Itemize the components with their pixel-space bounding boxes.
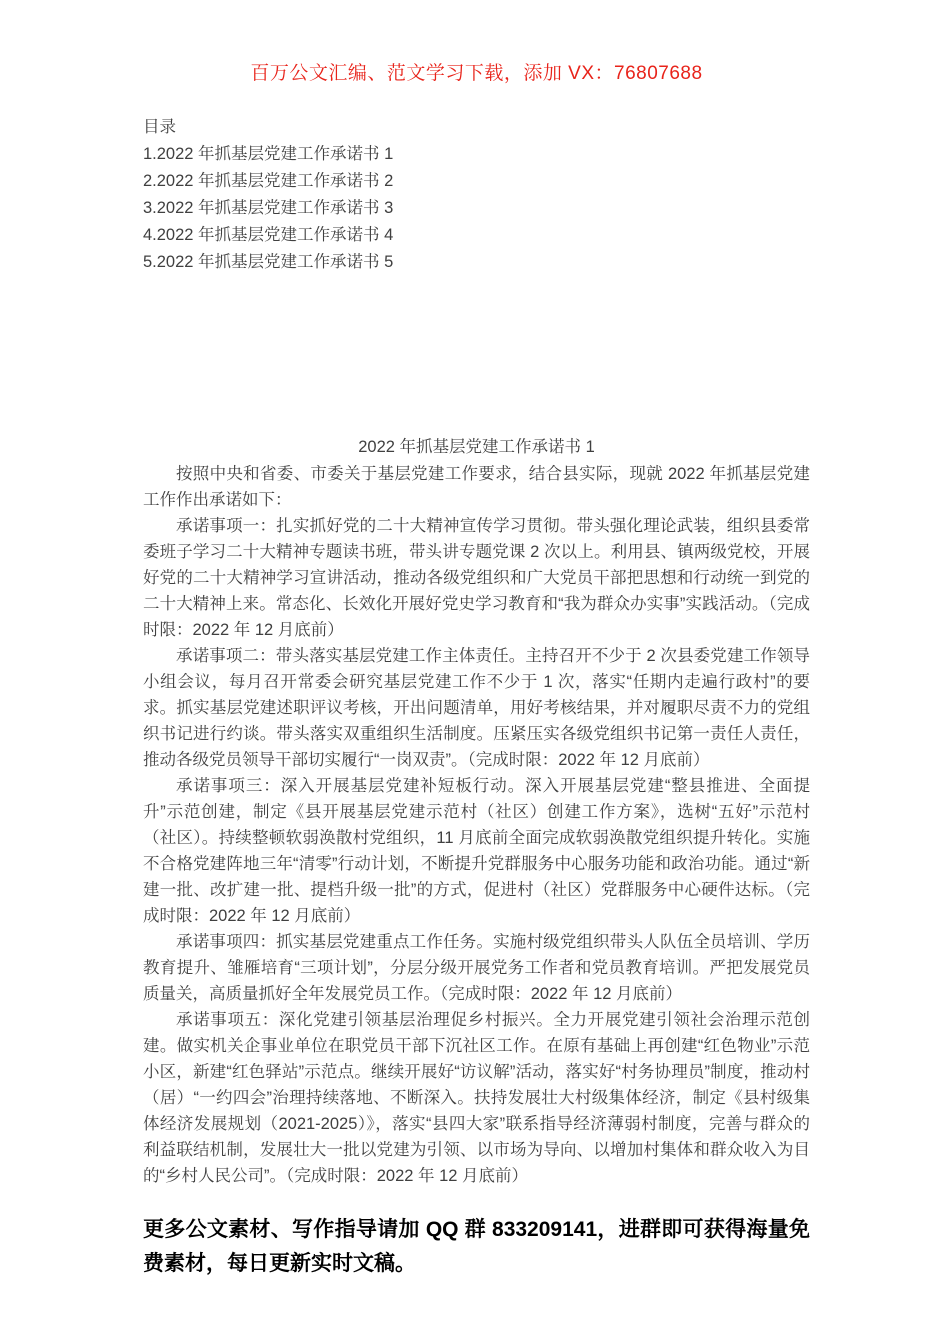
toc-item-5: 5.2022 年抓基层党建工作承诺书 5 <box>143 253 394 271</box>
commitment-paragraph-5: 承诺事项五：深化党建引领基层治理促乡村振兴。全力开展党建引领社会治理示范创建。做实机关企事业单位在职党员干部下沉社区工作。在原有基础上再创建“红色物业”示范小区，新建“红色驿站”示范点。继续开展好“访议解”活动，落实好“村务协理员”制度，推动村（居）“一约四会”治理持续落地、不断深入。扶持发展壮大村级集体经济，制定《县村级集体经济发展规划（2021-2025）》，落实“县四大家”联系指导经济薄弱村制度，完善与群众的利益联结机制，发展壮大一批以党建为引领、以市场为导向、以增加村集体和群众收入为目的“乡村人民公司”。（完成时限：2022 年 12 月底前） <box>143 1011 810 1185</box>
document-title: 2022 年抓基层党建工作承诺书 1 <box>358 438 595 456</box>
promo-footer-text: 更多公文素材、写作指导请加 QQ 群 833209141，进群即可获得海量免费素材，每日更新实时文稿。 <box>143 1218 810 1275</box>
intro-paragraph: 按照中央和省委、市委关于基层党建工作要求，结合县实际，现就 2022 年抓基层党建工作作出承诺如下： <box>143 465 810 509</box>
commitment-paragraph-4: 承诺事项四：抓实基层党建重点工作任务。实施村级党组织带头人队伍全员培训、学历教育提升、雏雁培育“三项计划”，分层分级开展党务工作者和党员教育培训。严把发展党员质量关，高质量抓好全年发展党员工作。（完成时限：2022 年 12 月底前） <box>143 933 810 1003</box>
commitment-paragraph-3: 承诺事项三：深入开展基层党建补短板行动。深入开展基层党建“整县推进、全面提升”示范创建，制定《县开展基层党建示范村（社区）创建工作方案》，选树“五好”示范村（社区）。持续整顿软弱涣散村党组织，11 月底前全面完成软弱涣散党组织提升转化。实施不合格党建阵地三年“清零”行动计划，不断提升党群服务中心服务功能和政治功能。通过“新建一批、改扩建一批、提档升级一批”的方式，促进村（社区）党群服务中心硬件达标。（完成时限：2022 年 12 月底前） <box>143 777 810 925</box>
toc-item-2: 2.2022 年抓基层党建工作承诺书 2 <box>143 172 394 190</box>
promo-header-text: 百万公文汇编、范文学习下载，添加 VX：76807688 <box>250 63 703 84</box>
toc-title: 目录 <box>143 118 176 136</box>
toc-item-1: 1.2022 年抓基层党建工作承诺书 1 <box>143 145 394 163</box>
commitment-paragraph-1: 承诺事项一：扎实抓好党的二十大精神宣传学习贯彻。带头强化理论武装，组织县委常委班子学习二十大精神专题读书班，带头讲专题党课 2 次以上。利用县、镇两级党校，开展好党的二十大精神学习宣讲活动，推动各级党组织和广大党员干部把思想和行动统一到党的二十大精神上来。常态化、长效化开展好党史学习教育和“我为群众办实事”实践活动。（完成时限：2022 年 12 月底前） <box>143 517 810 639</box>
toc-item-3: 3.2022 年抓基层党建工作承诺书 3 <box>143 199 394 217</box>
commitment-paragraph-2: 承诺事项二：带头落实基层党建工作主体责任。主持召开不少于 2 次县委党建工作领导小组会议，每月召开常委会研究基层党建工作不少于 1 次，落实“任期内走遍行政村”的要求。抓实基层党建述职评议考核，开出问题清单，用好考核结果，并对履职尽责不力的党组织书记进行约谈。带头落实双重组织生活制度。压紧压实各级党组织书记第一责任人责任，推动各级党员领导干部切实履行“一岗双责”。（完成时限：2022 年 12 月底前） <box>143 647 810 769</box>
table-of-contents <box>143 114 810 276</box>
toc-item-4: 4.2022 年抓基层党建工作承诺书 4 <box>143 226 394 244</box>
